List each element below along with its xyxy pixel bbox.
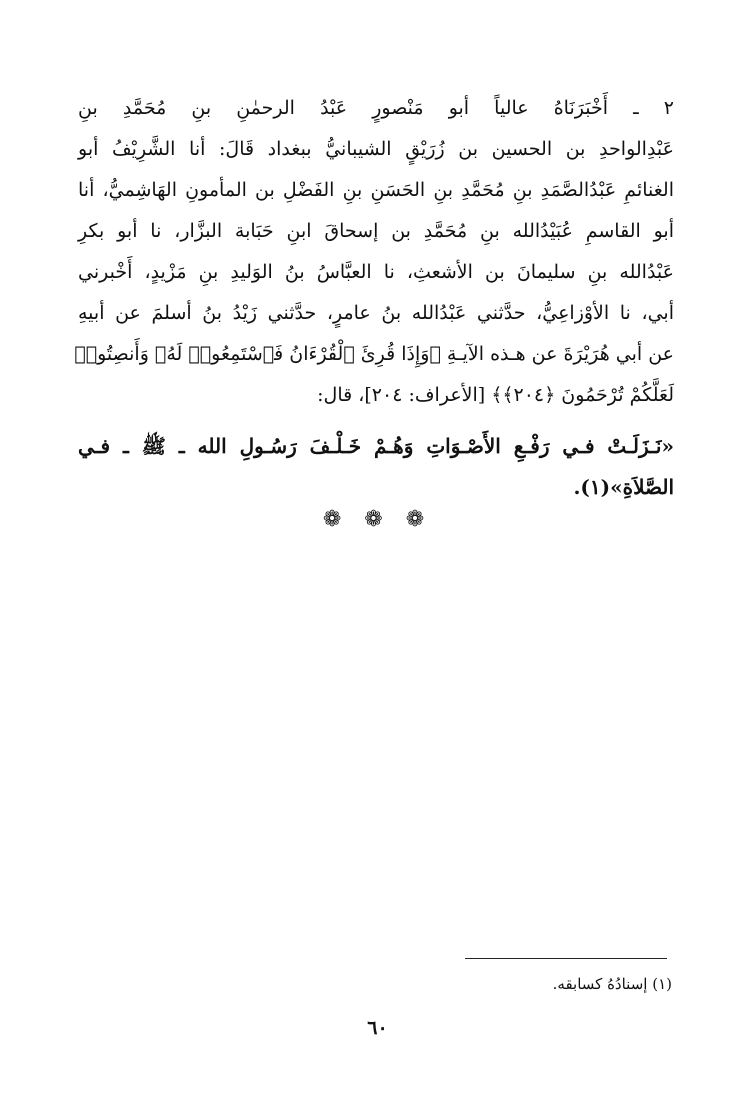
footnote: (١) إسنادُهُ كسابقه. [552,975,672,993]
text-line: ٢ ـ أَخْبَرَنَاهُ عالياً أبو مَنْصورٍ عَبْدُ الرحمٰنِ بنِ مُحَمَّدِ بنِ [78,97,674,119]
text-line: عن أبي هُرَيْرَةَ عن هـذه الآيـةِ ﴿وَإِذَا قُرِئَ ٱلْقُرْءَانُ فَٱسْتَمِعُوا۟ لَهُۥ وَأَنصِتُوا۟ [74,343,674,365]
text-line: عَبْدِالواحدِ بن الحسين بن زُرَيْقٍ الشيبانيُّ ببغداد قَالَ: أنا الشَّرِيْفُ أبو [78,138,674,160]
text-line: الغنائمِ عَبْدُالصَّمَدِ بنِ مُحَمَّدِ بنِ الحَسَنِ بنِ الفَضْلِ بن المأمونِ الهَاشِميُّ، أنا [78,179,674,201]
hadith-text [78,426,674,508]
main-text [74,88,674,508]
text-line: لَعَلَّكُمْ تُرْحَمُونَ ﴿٢٠٤﴾﴾ [الأعراف: ٢٠٤]، قال: [317,384,674,406]
text-line: أبو القاسمِ عُبَيْدُالله بنِ مُحَمَّدِ بن إسحاقَ ابنِ حَبَابة البزَّار، نا أبو بكرِ [78,220,674,242]
footnote-divider [465,958,667,959]
hadith-line: الصَّلاَةِ»(١). [573,475,674,499]
text-line: عَبْدُالله بنِ سليمانَ بن الأشعثِ، نا العبَّاسُ بنُ الوَليدِ بنِ مَزْيدٍ، أَخْبرني [78,261,674,283]
text-line: أبي، نا الأوْزاعِيُّ، حدَّثني عَبْدُالله بنُ عامرٍ، حدَّثني زَيْدُ بنُ أسلمَ عن أبيهِ [78,302,674,324]
section-separator: ❁ ❁ ❁ [322,507,433,532]
page-number: ٦٠ [367,1017,388,1039]
hadith-line: «نَـزَلَـتْ فـي رَفْـعِ الأَصْـوَاتِ وَهُـمْ خَـلْـفَ رَسُـولِ الله ـ ﷺ ـ فـي [78,434,674,458]
